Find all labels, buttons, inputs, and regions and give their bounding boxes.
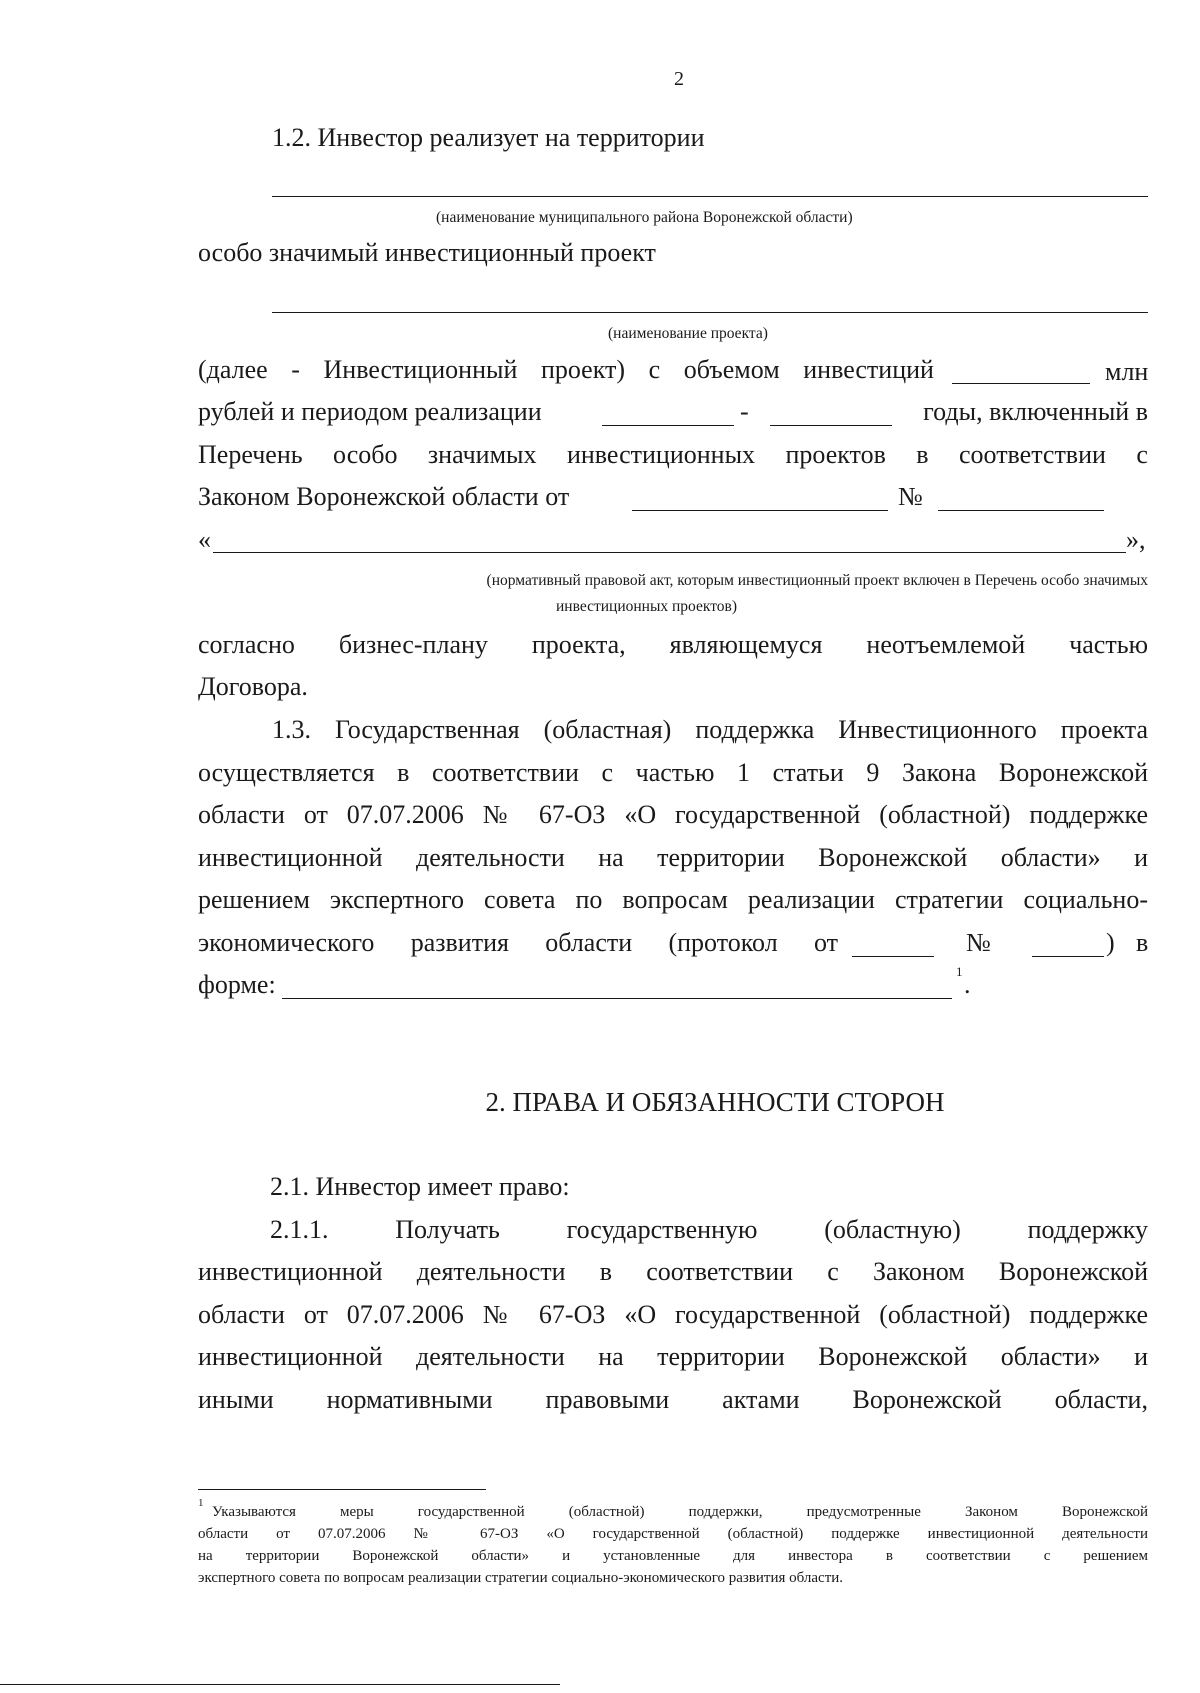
page-number: 2 bbox=[674, 68, 684, 90]
project-line: особо значимый инвестиционный проект bbox=[198, 238, 656, 267]
footnote-line1: Указываются меры государственной (областной) поддержки, предусмотренные Законом Воронежской bbox=[212, 1504, 1148, 1520]
protocol-paren: ) bbox=[1106, 928, 1115, 957]
paragraph-2-1-1-line4: инвестиционной деятельности на территории Воронежской области» и bbox=[198, 1342, 1148, 1371]
paragraph-2-1-1-line2: инвестиционной деятельности в соответствии с Законом Воронежской bbox=[198, 1257, 1148, 1286]
investment-amount-blank bbox=[952, 383, 1090, 384]
paragraph-1-3-line5: решением экспертного совета по вопросам реализации стратегии социально- bbox=[198, 885, 1148, 914]
paragraph-1-3-line6a: экономического развития области (протокол от bbox=[198, 928, 838, 957]
word: Инвестиционный bbox=[323, 355, 518, 384]
paragraph-1-3-line6b: в bbox=[1136, 928, 1149, 957]
footnote-mark: 1 bbox=[198, 1497, 204, 1509]
number-sign: № bbox=[898, 482, 923, 511]
paragraph-1-2-intro: 1.2. Инвестор реализует на территории bbox=[272, 123, 705, 152]
protocol-number-sign: № bbox=[966, 928, 991, 957]
word: с bbox=[648, 355, 661, 384]
caption-act-line2: инвестиционных проектов) bbox=[556, 598, 737, 615]
word: частью bbox=[1069, 630, 1148, 659]
paragraph-2-1: 2.1. Инвестор имеет право: bbox=[270, 1172, 570, 1201]
word: актами bbox=[722, 1385, 800, 1414]
line-soglasno bbox=[198, 630, 1148, 660]
word: поддержку bbox=[1027, 1215, 1148, 1244]
line-rub-part2: годы, включенный в bbox=[923, 397, 1148, 426]
quote-open: « bbox=[198, 525, 211, 554]
act-title-blank bbox=[213, 552, 1126, 553]
period-start-blank bbox=[602, 425, 734, 426]
footnote-line4: экспертного совета по вопросам реализации стратегии социально-экономического развития области. bbox=[198, 1570, 844, 1586]
word: проект) bbox=[540, 355, 626, 384]
word: неотъемлемой bbox=[866, 630, 1026, 659]
period-end-blank bbox=[770, 425, 892, 426]
word: проектов bbox=[785, 440, 886, 469]
caption-project: (наименование проекта) bbox=[608, 325, 768, 342]
protocol-number-blank bbox=[1032, 956, 1104, 957]
word: соответствии bbox=[959, 440, 1106, 469]
paragraph-1-3-line1: 1.3. Государственная (областная) поддержка Инвестиционного проекта bbox=[272, 715, 1148, 744]
form-period: . bbox=[964, 970, 971, 999]
dash: - bbox=[740, 397, 749, 426]
word: инвестиций bbox=[803, 355, 934, 384]
caption-district: (наименование муниципального района Воронежской области) bbox=[436, 209, 853, 226]
form-label: форме: bbox=[198, 970, 276, 999]
paragraph-2-1-1-line3: области от 07.07.2006 № 67-ОЗ «О государственной (областной) поддержке bbox=[198, 1300, 1148, 1329]
footnote-line2: области от 07.07.2006 № 67-ОЗ «О государственной (областной) поддержке инвестиционной деятельности bbox=[198, 1526, 1148, 1542]
paragraph-2-1-1-line5 bbox=[198, 1385, 1148, 1415]
law-number-blank bbox=[938, 510, 1104, 511]
word: значимых bbox=[427, 440, 537, 469]
footnote-reference: 1 bbox=[956, 964, 963, 979]
line-perechen bbox=[198, 440, 1148, 470]
word: особо bbox=[333, 440, 398, 469]
footnote-separator bbox=[198, 1489, 486, 1490]
project-blank-line bbox=[272, 312, 1148, 313]
word: - bbox=[291, 355, 300, 384]
line-dogovora: Договора. bbox=[198, 672, 308, 701]
word: Перечень bbox=[198, 440, 303, 469]
paragraph-1-3-line3: области от 07.07.2006 № 67-ОЗ «О государственной (областной) поддержке bbox=[198, 800, 1148, 829]
word: с bbox=[1136, 440, 1148, 469]
paragraph-2-1-1-line1 bbox=[270, 1215, 1148, 1245]
word: Воронежской bbox=[852, 1385, 1002, 1414]
word: инвестиционных bbox=[566, 440, 756, 469]
line-law: Законом Воронежской области от bbox=[198, 482, 570, 511]
word: являющемуся bbox=[669, 630, 823, 659]
word: 2.1.1. bbox=[270, 1215, 329, 1244]
bottom-scan-line bbox=[0, 1684, 560, 1685]
form-blank bbox=[282, 998, 952, 999]
line-rub-part1: рублей и периодом реализации bbox=[198, 397, 542, 426]
word: Получать bbox=[395, 1215, 500, 1244]
district-blank-line bbox=[272, 196, 1148, 197]
word: (областную) bbox=[824, 1215, 961, 1244]
word: иными bbox=[198, 1385, 274, 1414]
word: объемом bbox=[683, 355, 780, 384]
line-invest bbox=[198, 355, 934, 385]
paragraph-1-3-line4: инвестиционной деятельности на территории Воронежской области» и bbox=[198, 843, 1148, 872]
mln-label: млн bbox=[1105, 357, 1149, 386]
quote-close: », bbox=[1126, 525, 1146, 554]
word: области, bbox=[1054, 1385, 1148, 1414]
word: (далее bbox=[198, 355, 268, 384]
word: бизнес-плану bbox=[338, 630, 488, 659]
word: в bbox=[916, 440, 929, 469]
word: проекта, bbox=[531, 630, 626, 659]
word: государственную bbox=[566, 1215, 758, 1244]
law-date-blank bbox=[632, 510, 888, 511]
section-2-heading: 2. ПРАВА И ОБЯЗАННОСТИ СТОРОН bbox=[485, 1087, 945, 1117]
word: нормативными bbox=[326, 1385, 493, 1414]
caption-act-line1: (нормативный правовой акт, которым инвестиционный проект включен в Перечень особо значимых bbox=[486, 572, 1148, 589]
paragraph-1-3-line2: осуществляется в соответствии с частью 1 статьи 9 Закона Воронежской bbox=[198, 758, 1148, 787]
word: согласно bbox=[198, 630, 295, 659]
protocol-date-blank bbox=[852, 956, 934, 957]
word: правовыми bbox=[545, 1385, 670, 1414]
footnote-line3: на территории Воронежской области» и установленные для инвестора в соответствии с решением bbox=[198, 1548, 1148, 1564]
